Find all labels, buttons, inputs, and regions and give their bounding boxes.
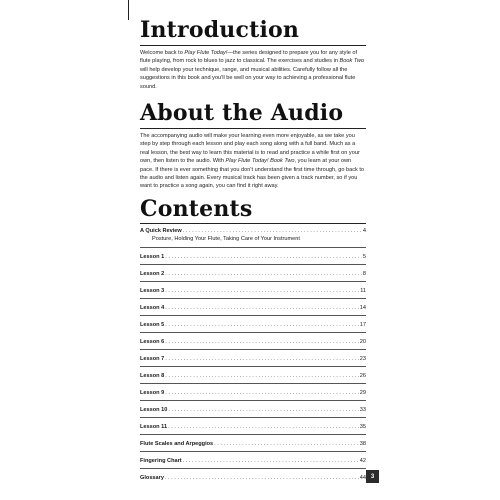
toc-entry-quick-review[interactable] bbox=[140, 227, 366, 235]
toc-leader-dots bbox=[214, 440, 359, 448]
toc-leader-dots bbox=[165, 253, 362, 261]
toc-separator bbox=[140, 468, 366, 469]
toc-separator bbox=[140, 264, 366, 265]
toc-separator bbox=[140, 366, 366, 367]
toc-entry-page: 35 bbox=[359, 424, 366, 430]
toc-separator bbox=[140, 281, 366, 282]
toc-leader-dots bbox=[165, 474, 359, 482]
toc-entry[interactable] bbox=[140, 423, 366, 431]
contents-heading: Contents bbox=[140, 196, 253, 222]
toc-entry-page: 42 bbox=[359, 458, 366, 464]
toc-entry-page: 14 bbox=[359, 305, 366, 311]
toc-entry[interactable] bbox=[140, 372, 366, 380]
audio-title-em-1: Play Flute Today! Book Two bbox=[225, 158, 295, 165]
table-of-contents bbox=[140, 227, 366, 482]
page-number-badge: 3 bbox=[366, 470, 379, 483]
toc-leader-dots bbox=[165, 304, 359, 312]
intro-title-em-1: Play Flute Today! bbox=[184, 50, 228, 56]
toc-separator bbox=[140, 349, 366, 350]
toc-separator bbox=[140, 434, 366, 435]
toc-entry-page: 8 bbox=[362, 271, 366, 277]
toc-entry[interactable] bbox=[140, 304, 366, 312]
toc-entry[interactable] bbox=[140, 406, 366, 414]
toc-leader-dots bbox=[165, 321, 359, 329]
toc-entry[interactable] bbox=[140, 457, 366, 465]
toc-entry[interactable] bbox=[140, 338, 366, 346]
about-audio-rule bbox=[140, 128, 366, 129]
toc-entry-page: 44 bbox=[359, 475, 366, 481]
toc-leader-dots bbox=[165, 389, 359, 397]
toc-entry[interactable] bbox=[140, 253, 366, 261]
toc-leader-dots bbox=[168, 423, 359, 431]
toc-leader-dots bbox=[168, 406, 358, 414]
toc-entry-title: Lesson 10 bbox=[140, 407, 168, 413]
intro-text-2: —the series designed to prepare you for any style of flute playing, from rock to blues to jazz to classical. The exercises and studies in bbox=[140, 50, 358, 65]
toc-entry-title: Fingering Chart bbox=[140, 458, 182, 464]
toc-entry-subtitle: Posture, Holding Your Flute, Taking Care of Your Instrument bbox=[152, 236, 300, 242]
toc-separator bbox=[140, 332, 366, 333]
toc-entry-page: 17 bbox=[359, 322, 366, 328]
toc-entry-page: 29 bbox=[359, 390, 366, 396]
audio-text-1: The accompanying audio will make your learning even more enjoyable, as we take you step by step through each lesson and play each song along with a full band. Much as a real lesson, the best way to learn this material is to read and practice a while first on your own, then listen to the audio. With bbox=[140, 133, 360, 165]
toc-separator bbox=[140, 315, 366, 316]
toc-entry-title: Flute Scales and Arpeggios bbox=[140, 441, 214, 447]
toc-separator bbox=[140, 451, 366, 452]
intro-text-3: will help develop your technique, range, and musical abilities. Carefully follow all the suggestions in this book and you'll be well on your way to achieving a professional flute sound. bbox=[140, 66, 356, 90]
toc-extras bbox=[140, 440, 366, 482]
toc-entry[interactable] bbox=[140, 270, 366, 278]
top-vertical-rule bbox=[128, 0, 129, 20]
toc-entry-title: Lesson 4 bbox=[140, 305, 165, 311]
toc-entry-title: Lesson 7 bbox=[140, 356, 165, 362]
toc-entry-page: 33 bbox=[359, 407, 366, 413]
toc-entry[interactable] bbox=[140, 440, 366, 448]
toc-entry-page: 5 bbox=[362, 254, 366, 260]
toc-entry[interactable] bbox=[140, 389, 366, 397]
toc-entry-page: 11 bbox=[360, 288, 366, 294]
toc-lessons bbox=[140, 253, 366, 431]
toc-leader-dots bbox=[165, 287, 359, 295]
toc-entry-page: 38 bbox=[359, 441, 366, 447]
toc-entry[interactable] bbox=[140, 474, 366, 482]
toc-entry-page: 20 bbox=[359, 339, 366, 345]
about-audio-heading: About the Audio bbox=[140, 100, 344, 126]
introduction-rule bbox=[140, 45, 366, 46]
toc-separator bbox=[140, 247, 366, 248]
toc-entry-title: Lesson 8 bbox=[140, 373, 165, 379]
toc-leader-dots bbox=[165, 270, 362, 278]
toc-entry-title: Lesson 6 bbox=[140, 339, 165, 345]
about-audio-paragraph bbox=[140, 132, 366, 191]
toc-entry[interactable] bbox=[140, 355, 366, 363]
toc-leader-dots bbox=[165, 338, 359, 346]
intro-text-1: Welcome back to bbox=[140, 50, 185, 56]
toc-leader-dots bbox=[165, 372, 359, 380]
toc-entry-title: Glossary bbox=[140, 475, 164, 481]
toc-entry-page: 4 bbox=[362, 228, 366, 234]
toc-entry-title: Lesson 9 bbox=[140, 390, 165, 396]
toc-separator bbox=[140, 417, 366, 418]
toc-leader-dots bbox=[183, 457, 359, 465]
toc-entry-title: Lesson 5 bbox=[140, 322, 165, 328]
toc-entry-title: A Quick Review bbox=[140, 228, 182, 234]
contents-rule bbox=[140, 223, 366, 224]
intro-title-em-2: Book Two bbox=[339, 58, 364, 65]
toc-entry-page: 26 bbox=[359, 373, 366, 379]
introduction-paragraph bbox=[140, 49, 366, 91]
audio-text-2: , you learn at your own pace. If there is ever something that you don't understand the first time through, go back to the audio and listen again. Every musical track has been given a track number, so if you want to practice a song again, you can find it right away. bbox=[140, 158, 365, 190]
toc-separator bbox=[140, 298, 366, 299]
toc-entry-page: 23 bbox=[359, 356, 366, 362]
toc-leader-dots bbox=[183, 227, 362, 235]
toc-leader-dots bbox=[165, 355, 359, 363]
introduction-heading: Introduction bbox=[140, 17, 300, 43]
toc-entry-title: Lesson 1 bbox=[140, 254, 165, 260]
toc-entry-title: Lesson 2 bbox=[140, 271, 165, 277]
toc-entry[interactable] bbox=[140, 287, 366, 295]
toc-entry-title: Lesson 3 bbox=[140, 288, 165, 294]
toc-entry-title: Lesson 11 bbox=[140, 424, 168, 430]
toc-entry[interactable] bbox=[140, 321, 366, 329]
toc-separator bbox=[140, 400, 366, 401]
toc-separator bbox=[140, 383, 366, 384]
